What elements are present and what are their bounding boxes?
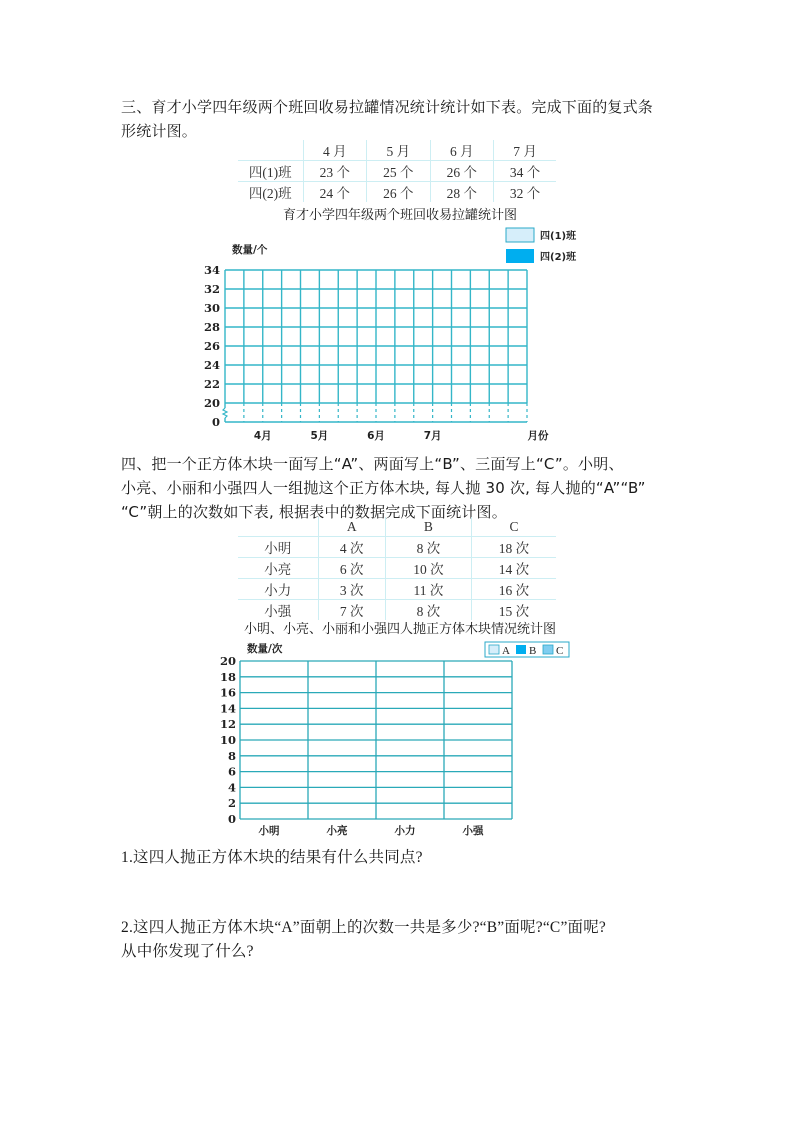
table-row-label: 小明 [238, 537, 318, 558]
y-tick-label: 14 [219, 701, 236, 716]
section3-heading-line1: 三、育才小学四年级两个班回收易拉罐情况统计统计如下表。完成下面的复式条 [121, 98, 654, 116]
table-cell: 25 个 [367, 161, 431, 182]
question-2-line2: 从中你发现了什么? [121, 943, 254, 960]
table-header-cell [238, 140, 303, 161]
chart1-title: 育才小学四年级两个班回收易拉罐统计图 [282, 208, 517, 223]
section4-heading [121, 452, 691, 524]
table-row-label: 小力 [238, 579, 318, 600]
legend-swatch-class1 [506, 228, 534, 242]
y-tick-label: 12 [219, 717, 236, 732]
table-header-cell: 5 月 [367, 140, 431, 161]
section3-heading [121, 95, 691, 143]
legend-label: C [556, 645, 564, 657]
table-cell: 7 次 [318, 600, 385, 621]
question-2 [121, 916, 691, 964]
legend-label: 四(2)班 [540, 252, 577, 263]
x-tick-label: 小亮 [326, 825, 348, 837]
y-tick-label: 0 [227, 812, 236, 826]
y-tick-label: 18 [219, 669, 236, 684]
y-tick-label: 4 [227, 780, 236, 795]
table-cell: 8 次 [385, 537, 471, 558]
table-row [238, 579, 556, 600]
table-cell: 26 个 [430, 161, 494, 182]
y-tick-label: 10 [219, 733, 236, 747]
axis-break-icon [223, 408, 227, 418]
x-tick-label: 6月 [367, 430, 385, 442]
legend-label: 四(1)班 [540, 231, 577, 242]
y-tick-label: 6 [227, 764, 236, 779]
y-tick-label: 32 [203, 282, 220, 296]
table-row [238, 182, 556, 203]
y-tick-label: 8 [227, 748, 236, 763]
table-row-label: 小强 [238, 600, 318, 621]
chart1 [190, 222, 577, 446]
table-cell: 16 次 [471, 579, 556, 600]
y-tick-label: 2 [227, 796, 236, 811]
section4-heading-line2: 小亮、小丽和小强四人一组抛这个正方体木块, 每人抛 30 次, 每人抛的“A”“B” [121, 479, 646, 497]
table-row [238, 161, 556, 182]
table-header-cell: A [318, 517, 385, 537]
table-row [238, 537, 556, 558]
x-tick-label: 小强 [462, 825, 484, 837]
x-tick-label: 7月 [423, 430, 442, 442]
section4-heading-line3: “C”朝上的次数如下表, 根据表中的数据完成下面统计图。 [121, 503, 507, 521]
table-row-label: 小亮 [238, 558, 318, 579]
y-tick-label: 24 [203, 358, 220, 372]
table-row-label: 四(1)班 [238, 161, 303, 182]
legend-swatch [516, 645, 526, 654]
question-2-line1: 2.这四人抛正方体木块“A”面朝上的次数一共是多少?“B”面呢?“C”面呢? [121, 919, 607, 936]
legend-label: B [529, 645, 537, 657]
table-cell: 8 次 [385, 600, 471, 621]
table-cell: 18 次 [471, 537, 556, 558]
y-tick-label: 20 [203, 396, 220, 410]
y-tick-label: 30 [203, 301, 220, 315]
table-cell: 14 次 [471, 558, 556, 579]
x-tick-label: 小明 [258, 825, 280, 837]
table-header-cell [238, 517, 318, 537]
table-cell: 28 个 [430, 182, 494, 203]
table-cell: 4 次 [318, 537, 385, 558]
section4-heading-line1: 四、把一个正方体木块一面写上“A”、两面写上“B”、三面写上“C”。小明、 [121, 455, 624, 473]
legend-swatch-class2 [506, 249, 534, 263]
x-axis-label: 月份 [527, 430, 549, 442]
table-header-cell: 7 月 [494, 140, 557, 161]
y-tick-label: 34 [203, 263, 220, 277]
x-tick-label: 4月 [253, 430, 272, 442]
recycling-table [238, 140, 556, 202]
table-cell: 3 次 [318, 579, 385, 600]
table-header-cell: C [471, 517, 556, 537]
chart2 [210, 636, 580, 842]
table-cell: 10 次 [385, 558, 471, 579]
table-row [238, 558, 556, 579]
legend-label: A [502, 645, 510, 657]
legend-swatch [543, 645, 553, 654]
legend-swatch [489, 645, 499, 654]
y-axis-label: 数量/次 [247, 643, 283, 655]
table-cell: 11 次 [385, 579, 471, 600]
y-axis-label: 数量/个 [232, 244, 268, 256]
table-cell: 26 个 [367, 182, 431, 203]
table-cell: 32 个 [509, 186, 541, 201]
table-header-cell: 6 月 [430, 140, 494, 161]
table-cell: 23 个 [303, 161, 367, 182]
question-1: 1.这四人抛正方体木块的结果有什么共同点? [121, 849, 423, 866]
table-cell: 15 次 [498, 604, 530, 620]
table-header-cell: B [385, 517, 471, 537]
table-header-cell: 4 月 [303, 140, 367, 161]
y-tick-label: 26 [203, 339, 220, 353]
x-tick-label: 小力 [394, 825, 416, 837]
table-header-row [238, 517, 556, 537]
y-tick-label: 22 [203, 377, 220, 391]
table-row-label: 四(2)班 [238, 182, 303, 203]
table-cell: 6 次 [318, 558, 385, 579]
y-tick-label: 16 [219, 685, 236, 700]
y-tick-label: 28 [203, 320, 220, 334]
table-cell: 24 个 [303, 182, 367, 203]
table-cell: 34 个 [494, 161, 557, 182]
x-tick-label: 5月 [310, 430, 329, 442]
y-tick-label: 0 [211, 415, 220, 429]
y-tick-label: 20 [219, 654, 236, 668]
section3-heading-line2: 形统计图。 [121, 122, 198, 140]
chart2-title: 小明、小亮、小丽和小强四人抛正方体木块情况统计图 [243, 622, 556, 637]
cube-throw-table [238, 517, 556, 620]
table-header-row [238, 140, 556, 161]
